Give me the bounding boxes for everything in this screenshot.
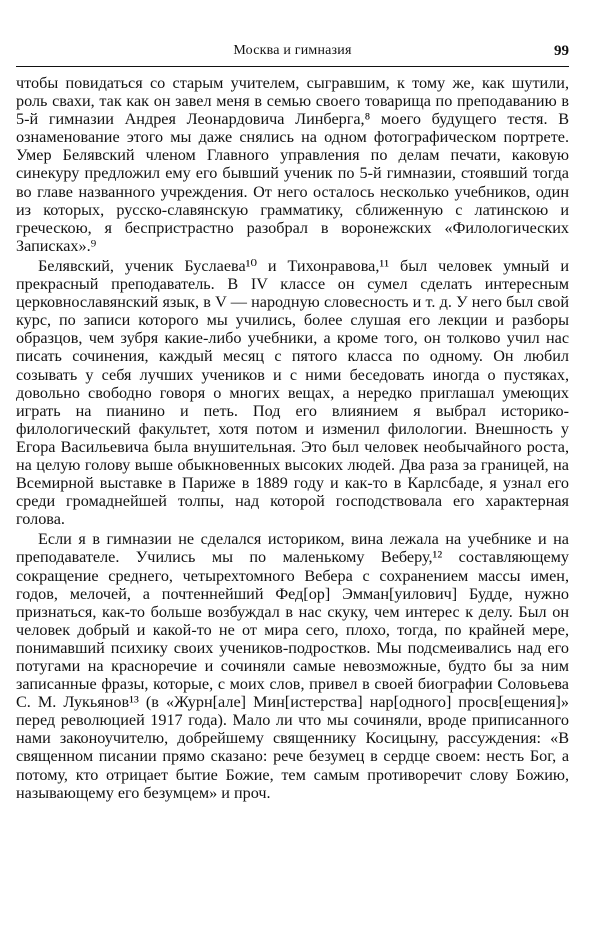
page-header [16, 8, 569, 59]
paragraph-history-teaching: Если я в гимназии не сделался историком, вина лежала на учебнике и на преподавателе. Учились мы по маленькому Веберу,¹² составляющему сокращение среднего, четырехтомного Вебера с сохранением массы имен, годов, мелочей, а почтеннейший Фед[ор] Эмман[уилович] Будде, нужно признаться, как-то больше возбуждал в нас скуку, чем интерес к делу. Был он человек добрый и какой-то не от мира сего, плохо, тогда, по крайней мере, понимавший психику своих учеников-подростков. Мы подсмеивались над его потугами на красноречие и сочиняли самые невозможные, будто бы за ним записанные фразы, которые, с моих слов, привел в своей биографии Соловьева С. М. Лукьянов¹³ (в «Журн[але] Мин[истерства] нар[одного] просв[ещения]» перед революцией 1917 года). Мало ли что мы сочиняли, вроде приписанного нами законоучителю, добрейшему священнику Косицыну, рассуждения: «В священном писании прямо сказано: рече безумец в сердце своем: несть Бог, а потому, кто отрицает бытие Божие, тем самым противоречит слову Божию, называющему его безумцем» и проч. [16, 530, 569, 802]
running-title: Москва и гимназия [233, 43, 352, 58]
paragraph-continuation: чтобы повидаться со старым учителем, сыгравшим, к тому же, как шутили, роль свахи, так как он завел меня в семью своего товарища по преподаванию в 5-й гимназии Андрея Леонардовича Линберга,⁸ моего будущего тестя. В ознаменование этого мы даже снялись на одном фотографическом портрете. Умер Белявский членом Главного управления по делам печати, каковую синекуру предложил ему его бывший ученик по 5-й гимназии, стоявший тогда во главе названного учреждения. От него осталось несколько учебников, один из которых, русско-славянскую грамматику, сближенную с латинскою и греческою, я беспристрастно разобрал в воронежских «Филологических Записках».⁹ [16, 74, 569, 255]
page-number: 99 [554, 43, 569, 59]
header-rule [16, 66, 569, 67]
body-text [16, 74, 569, 802]
paragraph-belyavsky: Белявский, ученик Буслаева¹⁰ и Тихонравова,¹¹ был человек умный и прекрасный преподаватель. В IV классе он сумел сделать интересным церковнославянский язык, в V — народную словесность и т. д. У него был свой курс, по записи которого мы учились, более слушая его лекции и разборы образцов, чем зубря какие-либо учебники, а кроме того, он толково учил нас писать сочинения, каждый месяц с пятого класса по одному. Он любил созывать у себя лучших учеников и с ними беседовать иногда о пустяках, довольно свободно говоря о многих вещах, а нередко приглашал умеющих играть на пианино и петь. Под его влиянием я выбрал историко-филологический факультет, хотя потом и изменил филологии. Внешность у Егора Васильевича была внушительная. Это был человек необычайного роста, на целую голову выше обыкновенных высоких людей. Два раза за границей, на Всемирной выставке в Париже в 1889 году и как-то в Карлсбаде, я узнал его среди громаднейшей толпы, над которой господствовала его характерная голова. [16, 256, 569, 529]
